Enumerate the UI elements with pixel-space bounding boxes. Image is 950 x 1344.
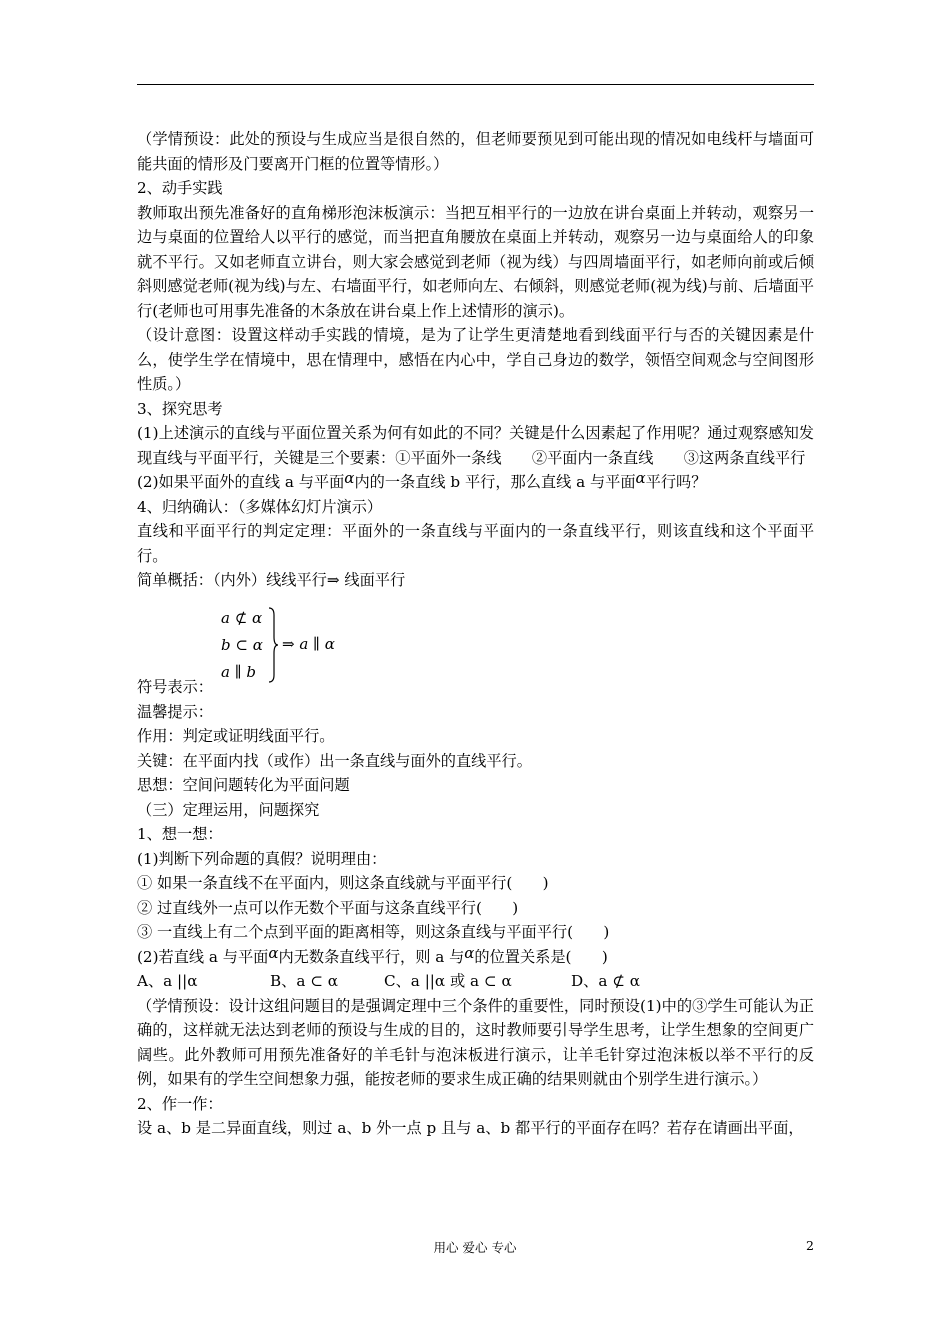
- header-rule: [137, 84, 814, 85]
- text: 线面平行: [339, 571, 406, 589]
- paragraph: (1)上述演示的直线与平面位置关系为何有如此的不同？关键是什么因素起了作用呢？通过观察感知发现直线与平面平行，关键是三个要素：①平面外一条线 ②平面内一条直线 ③这两条直线平行: [137, 424, 814, 467]
- paragraph: (1)判断下列命题的真假？说明理由：: [137, 849, 387, 868]
- section-heading: （三）定理运用，问题探究: [137, 800, 320, 819]
- paragraph: 思想：空间问题转化为平面问题: [137, 776, 350, 794]
- text: 的位置关系是( ): [474, 947, 608, 966]
- choice-list: [137, 969, 814, 994]
- text: 内的一条直线 b 平行，那么直线 a 与平面: [354, 473, 636, 491]
- paragraph: （学情预设：此处的预设与生成应当是很自然的，但老师要预见到可能出现的情况如电线杆与墙面可能共面的情形及门要离开门框的位置等情形。）: [137, 130, 814, 173]
- theorem-paragraph: 直线和平面平行的判定定理：平面外的一条直线与平面内的一条直线平行，则该直线和这个平面平行。: [137, 522, 814, 565]
- text: (2)如果平面外的直线 a 与平面: [137, 473, 345, 491]
- question-line: [137, 945, 814, 970]
- list-item: ③ 一直线上有二个点到平面的距离相等，则这条直线与平面平行( ): [137, 923, 610, 941]
- list-item: ② 过直线外一点可以作无数个平面与这条直线平行( ): [137, 898, 519, 917]
- section-heading: 2、动手实践: [137, 179, 223, 197]
- summary-line: [137, 568, 814, 593]
- paragraph: （学情预设：设计这组问题目的是强调定理中三个条件的重要性，同时预设(1)中的③学生可能认为正确的，这样就无法达到老师的预设与生成的目的，这时教师要引导学生思考，让学生想象的空间更广阔些。此外教师可用预先准备好的羊毛针与泡沫板进行演示，让羊毛针穿过泡沫板以举不平行的反例，如果有的学生空间想象力强，能按老师的要求生成正确的结果则就由个别学生进行演示。）: [137, 996, 814, 1088]
- section-heading: 4、归纳确认：（多媒体幻灯片演示）: [137, 497, 383, 516]
- formula-row: a ∥ b: [221, 662, 257, 681]
- choice-d: D、a ⊄ α: [571, 972, 641, 990]
- formula-row: a ⊄ α: [221, 608, 263, 627]
- alpha-symbol: α: [344, 469, 355, 487]
- paragraph: 温馨提示：: [137, 702, 213, 721]
- paragraph: 教师取出预先准备好的直角梯形泡沫板演示：当把互相平行的一边放在讲台桌面上并转动，观察另一边与桌面的位置给人以平行的感觉，而当把直角腰放在桌面上并转动，观察另一边与桌面给人的印象就不平行。又如老师直立讲台，则大家会感觉到老师（视为线）与四周墙面平行，如老师向前或后倾斜则感觉老师(视为线)与左、右墙面平行，如老师向左、右倾斜，则感觉老师(视为线)与前、后墙面平行(老师也可用事先准备的木条放在讲台桌上作上述情形的演示)。: [137, 203, 814, 320]
- paragraph: （设计意图：设置这样动手实践的情境，是为了让学生更清楚地看到线面平行与否的关键因素是什么，使学生学在情境中，思在情理中，感悟在内心中，学自己身边的数学，领悟空间观念与空间图形性质。）: [137, 326, 814, 393]
- question-line: [137, 470, 814, 495]
- paragraph: 作用：判定或证明线面平行。: [137, 727, 335, 745]
- alpha-symbol: α: [268, 943, 279, 962]
- text: 简单概括：（内外）线线平行: [137, 571, 327, 589]
- formula-result: ⇒ a ∥ α: [282, 634, 335, 653]
- text: 内无数条直线平行，则 a 与: [278, 947, 465, 966]
- right-brace-icon: [268, 607, 278, 683]
- formula-label: 符号表示：: [137, 677, 213, 696]
- section-heading: 2、作一作：: [137, 1094, 223, 1113]
- choice-a: A、a ||α: [137, 972, 198, 990]
- symbolic-formula: [137, 605, 814, 700]
- footer-slogan: 用心 爱心 专心: [433, 1240, 517, 1255]
- section-heading: 3、探究思考: [137, 399, 223, 418]
- alpha-symbol: α: [635, 469, 646, 487]
- page-number: 2: [806, 1238, 814, 1253]
- page-body: [137, 127, 814, 1141]
- formula-system: [221, 605, 361, 689]
- text: (2)若直线 a 与平面: [137, 947, 269, 966]
- text: 平行吗？: [645, 473, 707, 491]
- formula-row: b ⊂ α: [221, 635, 263, 654]
- choice-c: C、a ||α 或 a ⊂ α: [384, 972, 512, 990]
- implies-symbol: ⇒: [326, 571, 340, 589]
- list-item: ① 如果一条直线不在平面内，则这条直线就与平面平行( ): [137, 874, 549, 892]
- paragraph: 关键：在平面内找（或作）出一条直线与面外的直线平行。: [137, 751, 532, 770]
- section-heading: 1、想一想：: [137, 825, 223, 843]
- alpha-symbol: α: [464, 943, 475, 962]
- paragraph: 设 a、b 是二异面直线，则过 a、b 外一点 p 且与 a、b 都平行的平面存在吗？若存在请画出平面，: [137, 1119, 804, 1137]
- choice-b: B、a ⊂ α: [270, 972, 339, 990]
